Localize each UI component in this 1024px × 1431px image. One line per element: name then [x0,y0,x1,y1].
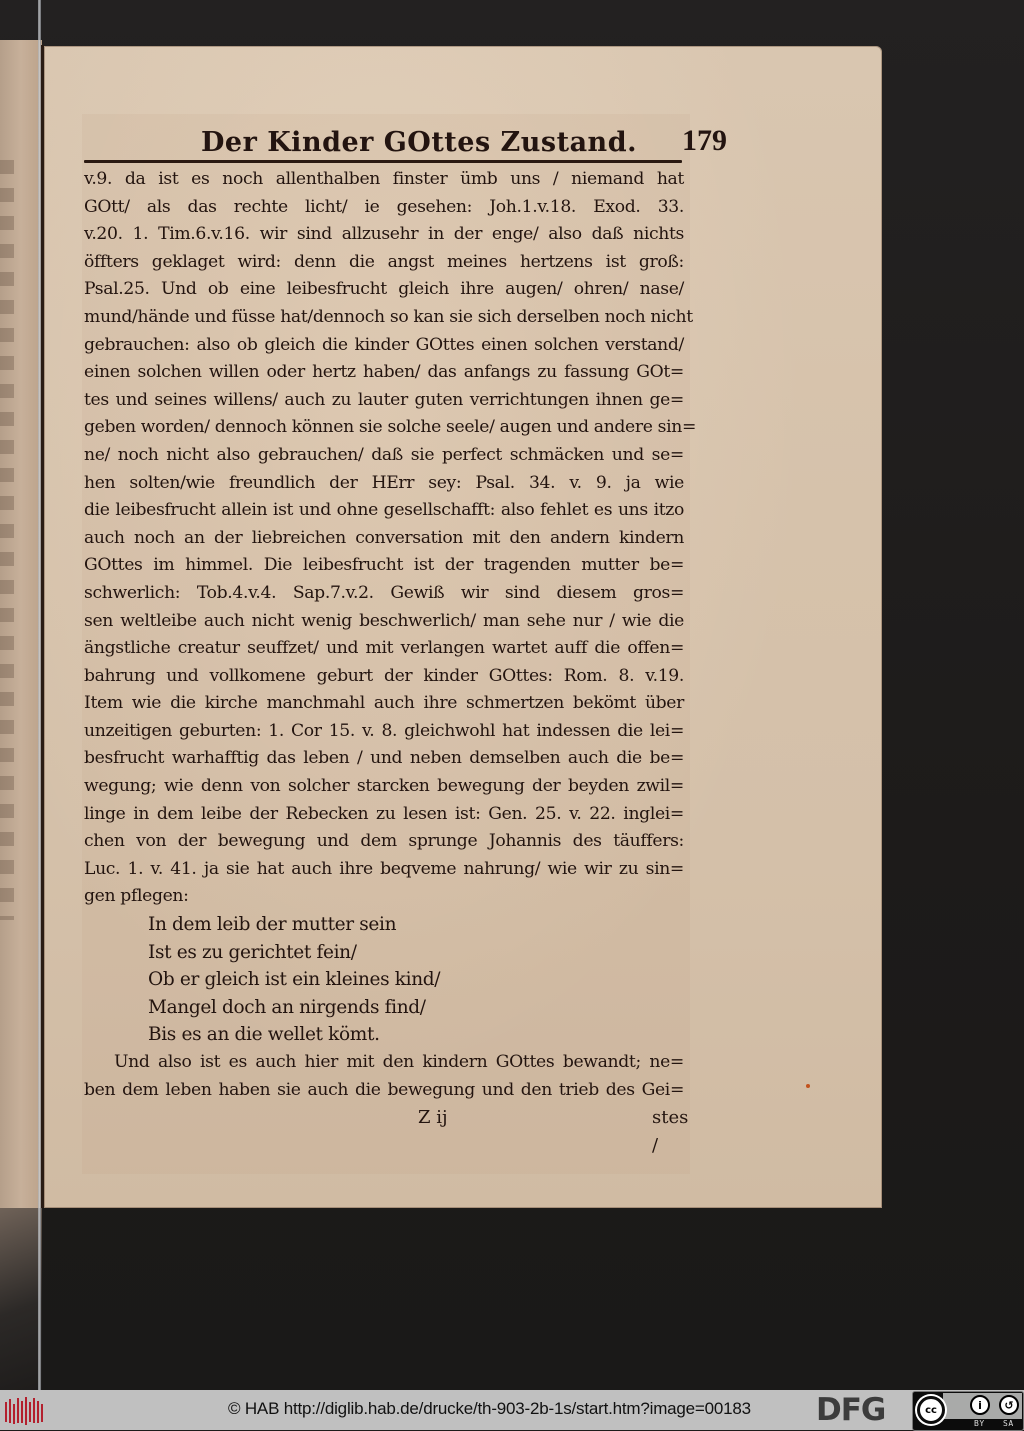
verse-line: Ist es zu gerichtet fein/ [148,941,357,963]
text-line: ne/ noch nicht also gebrauchen/ daß sie perfect schmäcken und se= [84,444,684,465]
text-line: einen solchen willen oder hertz haben/ das anfangs zu fassung GOt= [84,362,684,383]
text-line: gen pflegen: [84,886,189,907]
creative-commons-icon: cc [917,1396,945,1424]
verse-line: Bis es an die wellet kömt. [148,1024,380,1046]
verse-line: In dem leib der mutter sein [148,914,397,936]
text-line: linge in dem leibe der Rebecken zu lesen ist: Gen. 25. v. 22. inglei= [84,803,684,824]
signature-line [84,1104,689,1157]
text-line: Item wie die kirche manchmahl auch ihre schmertzen bekömt über [84,693,684,714]
body-text [84,166,697,1157]
text-line: GOttes im himmel. Die leibesfrucht ist der tragenden mutter be= [84,555,684,576]
verse-line: Ob er gleich ist ein kleines kind/ [148,969,441,991]
text-line: Luc. 1. v. 41. ja sie hat auch ihre beqveme nahrung/ wie wir zu sin= [84,858,684,879]
text-line: Psal.25. Und ob eine leibesfrucht gleich ihre augen/ ohren/ nase/ [84,279,684,300]
text-line: sen weltleibe auch nicht wenig beschwerlich/ man sehe nur / wie die [84,610,684,631]
copyright-link[interactable]: © HAB http://diglib.hab.de/drucke/th-903-2b-1s/start.htm?image=00183 [228,1399,751,1418]
text-line: Und also ist es auch hier mit den kindern GOttes bewandt; ne= [114,1052,684,1072]
book-page [44,46,882,1208]
previous-page-shadow [0,1208,42,1390]
text-line: v.9. da ist es noch allenthalben finster ümb uns / niemand hat [84,169,684,189]
sa-label: SA [1003,1419,1014,1428]
ink-speck [806,1084,810,1088]
text-line: unzeitigen geburten: 1. Cor 15. v. 8. gleichwohl hat indessen die lei= [84,720,684,741]
text-line: ängstliche creatur seuffzet/ und mit verlangen wartet auff die offen= [84,638,684,659]
text-line: bahrung und vollkomene geburt der kinder GOttes: Rom. 8. v.19. [84,665,684,686]
signature-mark: Z ij [418,1107,448,1129]
text-line: mund/hände und füsse hat/dennoch so kan sie sich derselben noch nicht [84,306,693,327]
text-line: gebrauchen: also ob gleich die kinder GOttes einen solchen verstand/ [84,334,684,355]
text-line: hen solten/wie freundlich der HErr sey: Psal. 34. v. 9. ja wie [84,472,684,493]
text-line: v.20. 1. Tim.6.v.16. wir sind allzusehr in der enge/ also daß nichts [84,224,684,245]
text-line: geben worden/ dennoch können sie solche seele/ augen und andere sin= [84,417,697,438]
verse-line: Mangel doch an nirgends find/ [148,996,426,1018]
cc-by-sa-license-badge[interactable] [912,1391,1024,1431]
text-line: auch noch an der liebreichen conversation mit den andern kindern [84,527,684,548]
text-line: tes und seines willens/ auch zu lauter guten verrichtungen ihnen ge= [84,389,684,410]
running-head [159,116,729,158]
page-number: 179 [682,124,727,157]
previous-page-text-bleed [0,160,14,920]
share-alike-icon: ↺ [999,1395,1019,1415]
dfg-logo[interactable]: DFG [816,1392,886,1428]
hab-logo-icon[interactable] [4,1396,46,1426]
text-line: wegung; wie denn von solcher starcken bewegung der beyden zwil= [84,776,684,797]
text-line: chen von der bewegung und dem sprunge Johannis des täuffers: [84,831,684,852]
text-line: ben dem leben haben sie auch die bewegung und den trieb des Gei= [84,1079,684,1100]
catchword: stes / [652,1107,689,1157]
previous-page-edge [0,40,42,1208]
by-label: BY [974,1419,985,1428]
text-line: GOtt/ als das rechte licht/ ie gesehen: Joh.1.v.18. Exod. 33. [84,196,684,217]
text-line: die leibesfrucht allein ist und ohne gesellschafft: also fehlet es uns itzo [84,500,684,521]
footer-bar [0,1390,1024,1430]
running-title: Der Kinder GOttes Zustand. [201,127,637,158]
text-line: besfrucht warhafftig das leben / und neben demselben auch die be= [84,748,684,769]
header-rule [84,160,682,163]
text-line: schwerlich: Tob.4.v.4. Sap.7.v.2. Gewiß wir sind diesem gros= [84,582,684,603]
attribution-icon: i [970,1395,990,1415]
text-line: öffters geklaget wird: denn die angst meines hertzens ist groß: [84,251,684,272]
